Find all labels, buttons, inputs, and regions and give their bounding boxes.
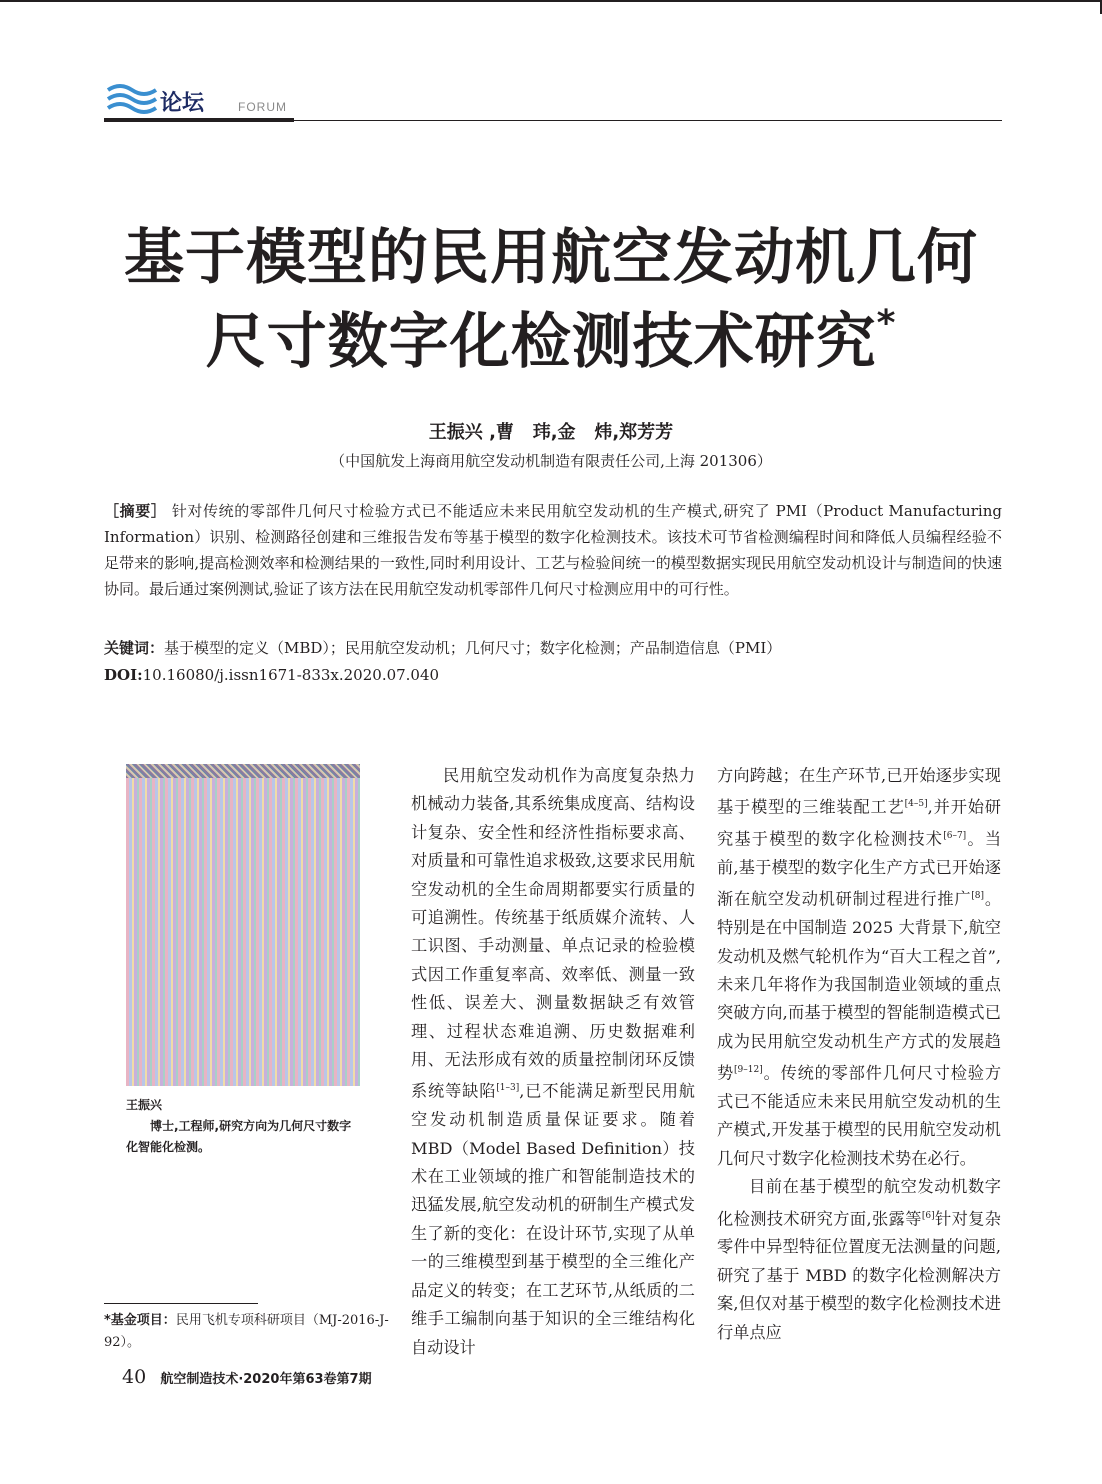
header-rule-accent (104, 118, 294, 122)
citation: [6] (921, 1210, 935, 1221)
abstract-text: 针对传统的零部件几何尺寸检验方式已不能适应未来民用航空发动机的生产模式,研究了 PMI（Product Manufacturing Information）识别、检测路径创建和三维报告发布等基于模型的数字化检测技术。该技术可节省检测编程时间和降低人员编程经验不足带来的影响,提高检测效率和检测结果的一致性,同时利用设计、工艺与检验间统一的模型数据实现民用航空发动机设计与制造间的快速协同。最后通过案例测试,验证了该方法在民用航空发动机零部件几何尺寸检测应用中的可行性。 (104, 502, 1002, 598)
funding-text: 民用飞机专项科研项目（MJ-2016-J-92）。 (104, 1313, 389, 1350)
page-number: 40 (122, 1366, 147, 1388)
keywords-label: 关键词： (104, 639, 165, 657)
page-footer (122, 1366, 372, 1388)
body-column-3 (717, 762, 1001, 1347)
body-paragraph: 方向跨越；在生产环节,已开始逐步实现基于模型的三维装配工艺[4–5],并开始研究基于模型的数字化检测技术[6–7]。当前,基于模型的数字化生产方式已开始逐渐在航空发动机研制过程进行推广[8]。特别是在中国制造 2025 大背景下,航空发动机及燃气轮机作为“百大工程之首”,未来几年将作为我国制造业领域的重点突破方向,而基于模型的智能制造模式已成为民用航空发动机生产方式的发展趋势[9–12]。传统的零部件几何尺寸检验方式已不能适应未来民用航空发动机的生产模式,开发基于模型的民用航空发动机几何尺寸数字化检测技术势在必行。 (717, 766, 1002, 1168)
affiliation: （中国航发上海商用航空发动机制造有限责任公司,上海 201306） (330, 452, 772, 470)
authors: 王振兴 ,曹 玮,金 炜,郑芳芳 (428, 422, 674, 443)
funding-label: *基金项目： (104, 1313, 176, 1328)
bio-name: 王振兴 (126, 1098, 163, 1112)
citation: [1–3] (496, 1083, 520, 1094)
article-title-line2: 尺寸数字化检测技术研究* (205, 303, 897, 377)
author-photo (126, 764, 360, 1086)
abstract (104, 498, 1002, 602)
doi-label: DOI: (104, 666, 143, 684)
section-title-en: FORUM (238, 100, 287, 114)
body-column-2 (411, 762, 695, 1362)
title-footnote-mark: * (876, 303, 897, 344)
funding-footnote (104, 1310, 394, 1354)
citation: [8] (971, 891, 985, 902)
citation: [9–12] (734, 1065, 763, 1076)
body-paragraph: 民用航空发动机作为高度复杂热力机械动力装备,其系统集成度高、结构设计复杂、安全性和经济性指标要求高、对质量和可靠性追求极致,这要求民用航空发动机的全生命周期都要实行质量的可追溯性。传统基于纸质媒介流转、人工识图、手动测量、单点记录的检验模式因工作重复率高、效率低、测量一致性低、误差大、测量数据缺乏有效管理、过程状态难追溯、历史数据难利用、无法形成有效的质量控制闭环反馈系统等缺陷[1–3],已不能满足新型民用航空发动机制造质量保证要求。随着MBD（Model Based Definition）技术在工业领域的推广和智能制造技术的迅猛发展,航空发动机的研制生产模式发生了新的变化：在设计环节,实现了从单一的三维模型到基于模型的全三维化产品定义的转变；在工艺环节,从纸质的二维手工编制向基于知识的全三维结构化自动设计 (411, 766, 695, 1357)
keywords-text: 基于模型的定义（MBD）；民用航空发动机；几何尺寸；数字化检测；产品制造信息（PMI） (164, 639, 782, 657)
body-paragraph: 目前在基于模型的航空发动机数字化检测技术研究方面,张露等[6]针对复杂零件中异型特征位置度无法测量的问题,研究了基于 MBD 的数字化检测解决方案,但仅对基于模型的数字化检测技术进行单点应 (717, 1177, 1001, 1342)
abstract-label: ［摘要］ (104, 502, 167, 520)
doi-value: 10.16080/j.issn1671-833x.2020.07.040 (142, 666, 440, 684)
footnote-rule (104, 1303, 258, 1304)
top-border (0, 0, 1102, 2)
doi (104, 663, 439, 687)
article-title-line1: 基于模型的民用航空发动机几何 (124, 223, 978, 293)
section-title-cn: 论坛 (160, 91, 205, 116)
keywords (104, 636, 1002, 660)
citation: [6–7] (943, 831, 967, 842)
journal-info: 航空制造技术·2020年第63卷第7期 (160, 1372, 372, 1387)
citation: [4–5] (904, 799, 928, 810)
section-header (104, 78, 1002, 124)
wave-logo-icon (106, 82, 160, 116)
bio-text: 博士,工程师,研究方向为几何尺寸数字化智能化检测。 (126, 1119, 352, 1154)
